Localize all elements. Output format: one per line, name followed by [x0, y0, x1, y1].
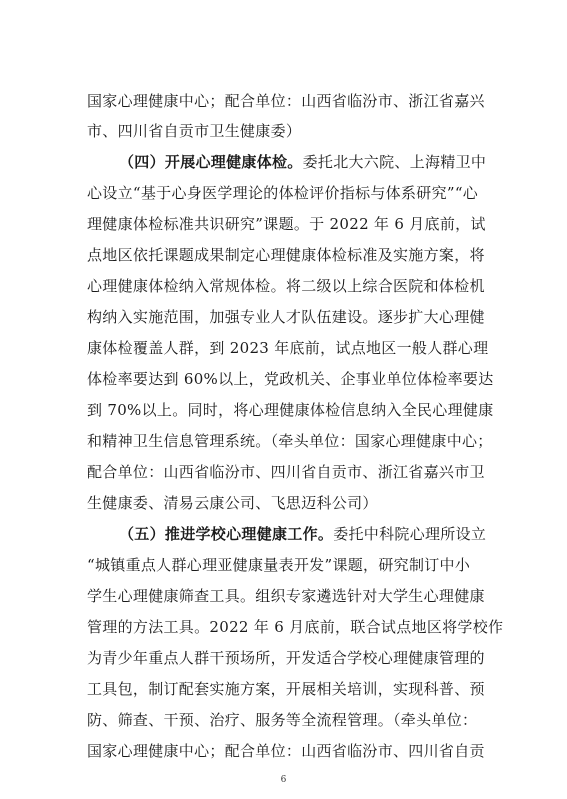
section-heading: （五）推进学校心理健康工作。 — [119, 525, 334, 543]
section-five-heading-line: （五）推进学校心理健康工作。委托中科院心理所设立 — [119, 525, 487, 543]
text-line: 理健康体检标准共识研究”课题。于 2022 年 6 月底前，试 — [87, 215, 486, 233]
text-line: 体检率要达到 60%以上，党政机关、企事业单位体检率要达 — [87, 370, 494, 388]
text-line: 心理健康体检纳入常规体检。将二级以上综合医院和体检机 — [87, 277, 485, 295]
text-line: 工具包，制订配套实施方案，开展相关培训，实现科普、预 — [87, 680, 485, 698]
text-line: 康体检覆盖人群，到 2023 年底前，试点地区一般人群心理 — [87, 339, 489, 357]
section-four-heading-line: （四）开展心理健康体检。委托北大六院、上海精卫中 — [119, 153, 487, 171]
text-line: 配合单位：山西省临汾市、四川省自贡市、浙江省嘉兴市卫 — [87, 463, 485, 481]
text-line: 到 70%以上。同时，将心理健康体检信息纳入全民心理健康 — [87, 401, 494, 419]
text-line: 心设立“基于心身医学理论的体检评价指标与体系研究”“心 — [87, 184, 479, 202]
text-line: 管理的方法工具。2022 年 6 月底前，联合试点地区将学校作 — [87, 618, 504, 636]
text-line: 防、筛查、干预、治疗、服务等全流程管理。（牵头单位： — [87, 711, 478, 729]
text-line: 市、四川省自贡市卫生健康委） — [87, 122, 302, 140]
text-line: 国家心理健康中心；配合单位：山西省临汾市、浙江省嘉兴 — [87, 92, 485, 110]
text-line: “城镇重点人群心理亚健康量表开发”课题，研究制订中小 — [87, 556, 471, 574]
page-number: 6 — [280, 775, 287, 785]
text-line: 和精神卫生信息管理系统。（牵头单位：国家心理健康中心； — [87, 432, 493, 450]
text-line: 学生心理健康筛查工具。组织专家遴选针对大学生心理健康 — [87, 587, 485, 605]
section-heading: （四）开展心理健康体检。 — [119, 153, 303, 171]
text-line: 构纳入实施范围，加强专业人才队伍建设。逐步扩大心理健 — [87, 308, 485, 326]
text-line: 点地区依托课题成果制定心理健康体检标准及实施方案，将 — [87, 246, 485, 264]
text-line: 国家心理健康中心；配合单位：山西省临汾市、四川省自贡 — [87, 742, 485, 760]
text-line: 为青少年重点人群干预场所，开发适合学校心理健康管理的 — [87, 649, 485, 667]
text-line: 生健康委、清易云康公司、飞思迈科公司） — [87, 494, 378, 512]
